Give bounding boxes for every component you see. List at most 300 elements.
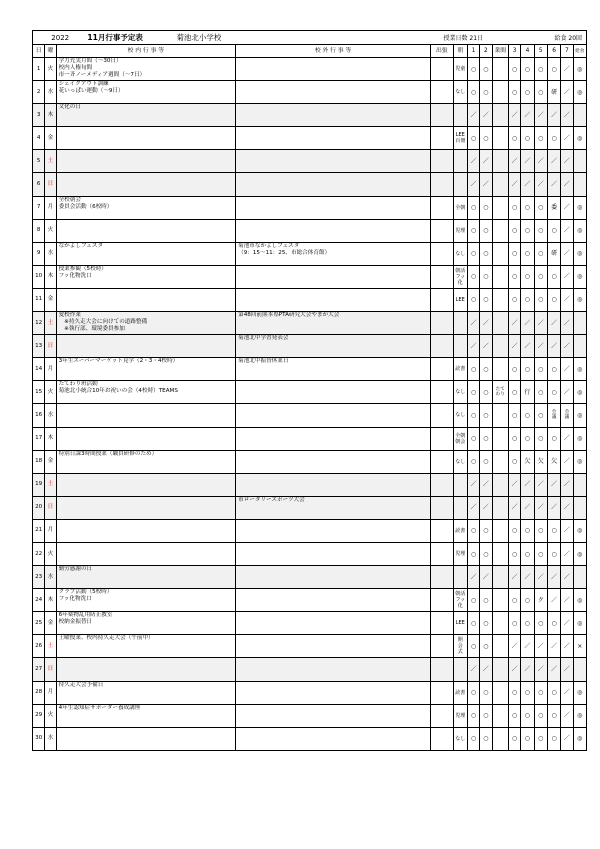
period-mark-cell: ／	[480, 473, 492, 496]
school-event-cell: クラブ活動（5校時） フッ化物洗口	[56, 589, 236, 612]
morning-cell: LEE	[453, 288, 467, 311]
period-mark-cell: ○	[521, 58, 534, 81]
period-mark-cell: ／	[480, 658, 492, 681]
period-mark-cell: ／	[561, 519, 573, 542]
period-mark-cell: ○	[480, 427, 492, 450]
period-mark-cell: ○	[480, 542, 492, 565]
period-mark-cell: ○	[480, 127, 492, 150]
period-mark-cell: ／	[521, 566, 534, 589]
school-event-cell	[56, 727, 236, 750]
trip-cell	[431, 704, 454, 727]
school-name: 菊池北小学校	[176, 33, 222, 42]
weekday-cell: 金	[45, 288, 56, 311]
weekday-cell: 金	[45, 127, 56, 150]
outside-event-cell	[236, 542, 431, 565]
trip-cell	[431, 450, 454, 473]
day-cell: 16	[33, 404, 45, 427]
day-cell: 24	[33, 589, 45, 612]
period-mark-cell: ／	[561, 288, 573, 311]
col-header: 日	[33, 45, 45, 58]
period-mark-cell: ○	[480, 381, 492, 404]
period-mark-cell: ／	[480, 150, 492, 173]
school-event-cell: たてわり班活動 菊池北小統合10年お祝いの会（4校時）TEAMS	[56, 381, 236, 404]
period-mark-cell: ○	[508, 219, 520, 242]
period-mark-cell: ○	[467, 358, 479, 381]
morning-cell	[453, 496, 467, 519]
period-mark-cell	[573, 473, 586, 496]
period-mark-cell: ○	[521, 242, 534, 265]
period-mark-cell: 会 議	[547, 404, 560, 427]
year-label: 2022	[51, 33, 70, 42]
period-mark-cell	[573, 173, 586, 196]
period-mark-cell: ◎	[573, 450, 586, 473]
trip-cell	[431, 589, 454, 612]
day-cell: 29	[33, 704, 45, 727]
morning-cell	[453, 312, 467, 335]
period-mark-cell: ○	[508, 519, 520, 542]
period-mark-cell	[492, 265, 508, 288]
outside-event-cell	[236, 288, 431, 311]
period-mark-cell: ◎	[573, 589, 586, 612]
morning-cell: なし	[453, 381, 467, 404]
period-mark-cell: ○	[534, 727, 547, 750]
period-mark-cell: ○	[480, 265, 492, 288]
outside-event-cell: 市ロータリースポーツ大会	[236, 496, 431, 519]
outside-event-cell	[236, 81, 431, 104]
period-mark-cell: ／	[508, 658, 520, 681]
weekday-cell: 金	[45, 612, 56, 635]
sheet-header	[32, 30, 587, 44]
day-cell: 13	[33, 335, 45, 358]
school-event-cell: 勤労感謝の日	[56, 566, 236, 589]
period-mark-cell: ○	[534, 242, 547, 265]
trip-cell	[431, 381, 454, 404]
school-event-cell	[56, 150, 236, 173]
school-event-cell: 特別日課3時間授業（職員研修のため）	[56, 450, 236, 473]
school-event-cell	[56, 288, 236, 311]
period-mark-cell: ／	[480, 104, 492, 127]
school-event-cell: シェイクアウト訓練 花いっぱい運動（～9日）	[56, 81, 236, 104]
period-mark-cell: ／	[561, 473, 573, 496]
outside-event-cell	[236, 612, 431, 635]
outside-event-cell: 菊池北中振替休業日	[236, 358, 431, 381]
period-mark-cell: ○	[508, 358, 520, 381]
weekday-cell: 日	[45, 173, 56, 196]
period-mark-cell: ／	[561, 127, 573, 150]
trip-cell	[431, 265, 454, 288]
table-row	[33, 312, 587, 335]
period-mark-cell: ○	[508, 427, 520, 450]
lunch-days: 給食 20回	[554, 35, 583, 42]
period-mark-cell	[492, 219, 508, 242]
period-mark-cell: 研	[547, 242, 560, 265]
period-mark-cell: ○	[480, 704, 492, 727]
period-mark-cell: ○	[467, 242, 479, 265]
period-mark-cell: ○	[508, 81, 520, 104]
day-cell: 14	[33, 358, 45, 381]
weekday-cell: 水	[45, 727, 56, 750]
period-mark-cell: ○	[467, 681, 479, 704]
period-mark-cell	[492, 566, 508, 589]
period-mark-cell: ○	[467, 635, 479, 658]
morning-cell: 朝活 フッ 化	[453, 265, 467, 288]
period-mark-cell: ○	[480, 288, 492, 311]
period-mark-cell: ／	[467, 150, 479, 173]
period-mark-cell: 委	[547, 196, 560, 219]
period-mark-cell: ○	[521, 404, 534, 427]
day-cell: 11	[33, 288, 45, 311]
day-cell: 7	[33, 196, 45, 219]
class-days: 授業日数 21日	[443, 35, 484, 42]
period-mark-cell	[573, 566, 586, 589]
period-mark-cell	[573, 312, 586, 335]
period-mark-cell: ／	[508, 312, 520, 335]
weekday-cell: 火	[45, 542, 56, 565]
trip-cell	[431, 612, 454, 635]
period-mark-cell: ○	[534, 681, 547, 704]
period-mark-cell: ◎	[573, 58, 586, 81]
period-mark-cell	[492, 589, 508, 612]
school-event-cell: 6年薬物乱用防止教室 校納金振替日	[56, 612, 236, 635]
period-mark-cell: ○	[547, 381, 560, 404]
weekday-cell: 日	[45, 658, 56, 681]
outside-event-cell	[236, 589, 431, 612]
weekday-cell: 月	[45, 681, 56, 704]
period-mark-cell: ／	[521, 496, 534, 519]
period-mark-cell: ／	[508, 496, 520, 519]
outside-event-cell	[236, 173, 431, 196]
period-mark-cell: ○	[467, 381, 479, 404]
period-mark-cell: ◎	[573, 727, 586, 750]
table-row	[33, 150, 587, 173]
period-mark-cell: ○	[508, 288, 520, 311]
period-mark-cell: ○	[467, 81, 479, 104]
period-mark-cell: ○	[521, 196, 534, 219]
period-mark-cell	[492, 81, 508, 104]
period-mark-cell: ◎	[573, 358, 586, 381]
period-mark-cell: ／	[561, 312, 573, 335]
col-header: 3	[508, 45, 520, 58]
trip-cell	[431, 196, 454, 219]
weekday-cell: 日	[45, 496, 56, 519]
period-mark-cell: ／	[521, 473, 534, 496]
period-mark-cell	[492, 658, 508, 681]
morning-cell: 全朝 朝会	[453, 427, 467, 450]
period-mark-cell: ○	[467, 265, 479, 288]
period-mark-cell: ／	[561, 150, 573, 173]
period-mark-cell	[492, 542, 508, 565]
period-mark-cell: ○	[467, 542, 479, 565]
period-mark-cell: ○	[547, 704, 560, 727]
period-mark-cell: ○	[508, 450, 520, 473]
period-mark-cell: ／	[561, 566, 573, 589]
day-cell: 9	[33, 242, 45, 265]
trip-cell	[431, 519, 454, 542]
period-mark-cell: ○	[534, 219, 547, 242]
period-mark-cell: ／	[480, 312, 492, 335]
weekday-cell: 月	[45, 196, 56, 219]
period-mark-cell: ／	[561, 81, 573, 104]
table-row	[33, 58, 587, 81]
period-mark-cell	[492, 681, 508, 704]
period-mark-cell: ○	[547, 519, 560, 542]
period-mark-cell: ○	[521, 265, 534, 288]
outside-event-cell	[236, 704, 431, 727]
period-mark-cell	[573, 335, 586, 358]
period-mark-cell: ／	[534, 496, 547, 519]
day-cell: 2	[33, 81, 45, 104]
period-mark-cell: ／	[547, 173, 560, 196]
table-row	[33, 589, 587, 612]
trip-cell	[431, 150, 454, 173]
morning-cell: 全朝	[453, 196, 467, 219]
header-row	[33, 45, 587, 58]
period-mark-cell: ○	[534, 81, 547, 104]
period-mark-cell: ○	[508, 542, 520, 565]
trip-cell	[431, 542, 454, 565]
col-header: 校 内 行 事 等	[56, 45, 236, 58]
period-mark-cell: ○	[508, 681, 520, 704]
period-mark-cell: ／	[547, 312, 560, 335]
period-mark-cell: ○	[521, 612, 534, 635]
table-row	[33, 566, 587, 589]
trip-cell	[431, 427, 454, 450]
outside-event-cell	[236, 381, 431, 404]
school-event-cell: 学力充実月間（～30日） 校内人権旬間 市一斉ノーメディア週間（～7日）	[56, 58, 236, 81]
period-mark-cell: ○	[508, 404, 520, 427]
weekday-cell: 水	[45, 242, 56, 265]
period-mark-cell: ○	[480, 196, 492, 219]
period-mark-cell: ○	[480, 404, 492, 427]
morning-cell: なし	[453, 450, 467, 473]
weekday-cell: 金	[45, 450, 56, 473]
outside-event-cell	[236, 127, 431, 150]
trip-cell	[431, 81, 454, 104]
table-row	[33, 381, 587, 404]
school-event-cell	[56, 404, 236, 427]
school-event-cell	[56, 427, 236, 450]
period-mark-cell	[492, 173, 508, 196]
period-mark-cell: 行	[521, 381, 534, 404]
period-mark-cell	[492, 612, 508, 635]
period-mark-cell: ○	[547, 542, 560, 565]
period-mark-cell: ○	[534, 265, 547, 288]
period-mark-cell: ／	[480, 566, 492, 589]
day-cell: 18	[33, 450, 45, 473]
period-mark-cell: ○	[467, 704, 479, 727]
period-mark-cell: ／	[467, 104, 479, 127]
morning-cell: LEE	[453, 612, 467, 635]
period-mark-cell: 研	[547, 81, 560, 104]
period-mark-cell	[492, 150, 508, 173]
day-cell: 6	[33, 173, 45, 196]
day-cell: 1	[33, 58, 45, 81]
col-header: 校 外 行 事 等	[236, 45, 431, 58]
trip-cell	[431, 404, 454, 427]
outside-event-cell	[236, 473, 431, 496]
table-row	[33, 219, 587, 242]
weekday-cell: 火	[45, 219, 56, 242]
school-event-cell: 愛校作業 ※持久走大会に向けての道路整備 ※執行部、環境委員参加	[56, 312, 236, 335]
period-mark-cell	[492, 704, 508, 727]
morning-cell: 読書	[453, 681, 467, 704]
school-event-cell: 土曜授業、校内持久走大会（午前中）	[56, 635, 236, 658]
outside-event-cell	[236, 450, 431, 473]
period-mark-cell: ／	[561, 335, 573, 358]
trip-cell	[431, 358, 454, 381]
period-mark-cell: 会 議	[561, 404, 573, 427]
table-row	[33, 335, 587, 358]
period-mark-cell: ／	[534, 635, 547, 658]
period-mark-cell: ○	[547, 681, 560, 704]
table-row	[33, 519, 587, 542]
period-mark-cell: ○	[547, 265, 560, 288]
period-mark-cell: ／	[534, 173, 547, 196]
period-mark-cell: ／	[534, 566, 547, 589]
table-row	[33, 658, 587, 681]
period-mark-cell: ／	[561, 173, 573, 196]
period-mark-cell	[492, 404, 508, 427]
period-mark-cell: ク	[534, 589, 547, 612]
weekday-cell: 土	[45, 635, 56, 658]
col-header: 業間	[492, 45, 508, 58]
period-mark-cell: ／	[521, 335, 534, 358]
col-header: 5	[534, 45, 547, 58]
period-mark-cell: ○	[508, 196, 520, 219]
table-row	[33, 427, 587, 450]
period-mark-cell	[492, 473, 508, 496]
period-mark-cell: ／	[561, 542, 573, 565]
weekday-cell: 木	[45, 104, 56, 127]
period-mark-cell: ○	[534, 196, 547, 219]
outside-event-cell	[236, 519, 431, 542]
weekday-cell: 木	[45, 265, 56, 288]
table-row	[33, 542, 587, 565]
school-event-cell	[56, 496, 236, 519]
period-mark-cell: ○	[534, 612, 547, 635]
morning-cell: 児理	[453, 219, 467, 242]
period-mark-cell: ／	[467, 496, 479, 519]
col-header: 2	[480, 45, 492, 58]
period-mark-cell: ／	[534, 312, 547, 335]
trip-cell	[431, 127, 454, 150]
day-cell: 12	[33, 312, 45, 335]
period-mark-cell: ／	[561, 219, 573, 242]
day-cell: 27	[33, 658, 45, 681]
morning-cell: 読書	[453, 519, 467, 542]
period-mark-cell: ○	[521, 727, 534, 750]
period-mark-cell	[492, 127, 508, 150]
col-header: 朝	[453, 45, 467, 58]
weekday-cell: 木	[45, 589, 56, 612]
period-mark-cell: ○	[534, 704, 547, 727]
period-mark-cell: ◎	[573, 519, 586, 542]
period-mark-cell: ○	[534, 427, 547, 450]
day-cell: 10	[33, 265, 45, 288]
trip-cell	[431, 473, 454, 496]
period-mark-cell: ○	[467, 450, 479, 473]
period-mark-cell: ／	[467, 658, 479, 681]
school-event-cell: 3年生スーパーマーケット見学（2・3・4校時）	[56, 358, 236, 381]
day-cell: 22	[33, 542, 45, 565]
table-row	[33, 358, 587, 381]
morning-cell	[453, 173, 467, 196]
period-mark-cell: ／	[534, 335, 547, 358]
period-mark-cell: ／	[467, 473, 479, 496]
period-mark-cell: ／	[561, 265, 573, 288]
period-mark-cell: ／	[561, 196, 573, 219]
period-mark-cell: ○	[521, 358, 534, 381]
period-mark-cell: ○	[480, 58, 492, 81]
school-event-cell	[56, 127, 236, 150]
period-mark-cell	[573, 150, 586, 173]
table-row	[33, 288, 587, 311]
period-mark-cell: ／	[547, 658, 560, 681]
period-mark-cell	[492, 58, 508, 81]
trip-cell	[431, 104, 454, 127]
day-cell: 20	[33, 496, 45, 519]
period-mark-cell: ／	[508, 566, 520, 589]
period-mark-cell: ◎	[573, 381, 586, 404]
period-mark-cell: ○	[547, 427, 560, 450]
period-mark-cell: ○	[480, 612, 492, 635]
trip-cell	[431, 219, 454, 242]
school-event-cell	[56, 219, 236, 242]
morning-cell	[453, 150, 467, 173]
period-mark-cell: ○	[547, 288, 560, 311]
weekday-cell: 月	[45, 519, 56, 542]
period-mark-cell: ○	[521, 219, 534, 242]
morning-cell: なし	[453, 727, 467, 750]
period-mark-cell: ○	[508, 727, 520, 750]
period-mark-cell: ○	[480, 358, 492, 381]
period-mark-cell: ／	[480, 335, 492, 358]
period-mark-cell: ○	[467, 589, 479, 612]
period-mark-cell: ／	[467, 312, 479, 335]
trip-cell	[431, 58, 454, 81]
page-title: 11月行事予定表	[87, 33, 143, 42]
period-mark-cell	[492, 312, 508, 335]
period-mark-cell	[492, 196, 508, 219]
morning-cell	[453, 473, 467, 496]
period-mark-cell	[492, 635, 508, 658]
period-mark-cell: ○	[480, 81, 492, 104]
period-mark-cell: ／	[561, 635, 573, 658]
day-cell: 21	[33, 519, 45, 542]
period-mark-cell: ◎	[573, 219, 586, 242]
table-row	[33, 727, 587, 750]
school-event-cell: なかよしフェスタ	[56, 242, 236, 265]
weekday-cell: 土	[45, 473, 56, 496]
period-mark-cell: ○	[521, 704, 534, 727]
period-mark-cell: ／	[547, 473, 560, 496]
period-mark-cell: ／	[561, 58, 573, 81]
period-mark-cell: ○	[508, 612, 520, 635]
col-header: 1	[467, 45, 479, 58]
school-event-cell: 文化の日	[56, 104, 236, 127]
period-mark-cell: ○	[534, 127, 547, 150]
outside-event-cell	[236, 681, 431, 704]
period-mark-cell: ／	[521, 173, 534, 196]
outside-event-cell: 第48回前熊本県PTA研究大会やまが大会	[236, 312, 431, 335]
weekday-cell: 木	[45, 427, 56, 450]
trip-cell	[431, 242, 454, 265]
day-cell: 4	[33, 127, 45, 150]
period-mark-cell: ／	[547, 104, 560, 127]
period-mark-cell: ／	[508, 150, 520, 173]
school-event-cell	[56, 519, 236, 542]
table-row	[33, 265, 587, 288]
